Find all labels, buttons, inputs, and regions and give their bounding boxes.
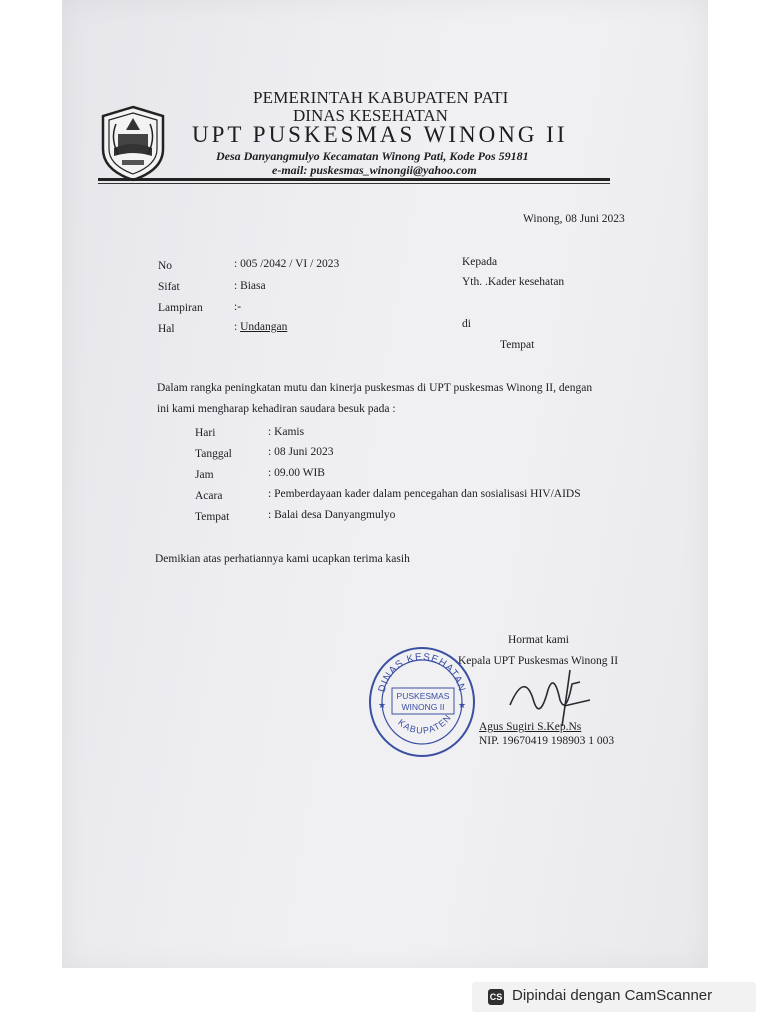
detail-label-hari: Hari	[195, 427, 216, 439]
field-value-hal-prefix: :	[234, 321, 241, 333]
stamp-top-text: DINAS KESEHATAN	[376, 651, 468, 694]
recipient-kepada: Kepada	[462, 256, 498, 268]
detail-label-acara: Acara	[195, 490, 223, 502]
stamp-center-text-2: WINONG II	[401, 702, 445, 712]
official-stamp	[366, 638, 478, 758]
detail-label-tempat: Tempat	[195, 511, 230, 523]
detail-value-jam: : 09.00 WIB	[268, 467, 325, 479]
field-label-hal: Hal	[158, 323, 175, 335]
signature-position: Kepala UPT Puskesmas Winong II	[458, 655, 619, 667]
field-label-no: No	[158, 260, 173, 272]
detail-value-tanggal: : 08 Juni 2023	[268, 446, 334, 458]
letterhead-department: DINAS KESEHATAN	[293, 106, 448, 125]
scanner-watermark-label: Dipindai dengan CamScanner	[512, 987, 713, 1004]
recipient-name: Yth. .Kader kesehatan	[462, 276, 565, 288]
field-label-sifat: Sifat	[158, 281, 180, 293]
recipient-tempat: Tempat	[500, 339, 535, 351]
detail-value-hari: : Kamis	[268, 426, 305, 438]
field-value-hal-text: Undangan	[240, 321, 288, 333]
field-value-no: : 005 /2042 / VI / 2023	[234, 258, 340, 270]
recipient-di: di	[462, 318, 471, 330]
detail-label-jam: Jam	[195, 469, 214, 481]
letterhead-rule-thick	[98, 178, 610, 181]
letter-date: Winong, 08 Juni 2023	[523, 213, 625, 225]
stamp-center-text-1: PUSKESMAS	[396, 691, 450, 701]
body-paragraph-line-1: Dalam rangka peningkatan mutu dan kinerja puskesmas di UPT puskesmas Winong II, dengan	[157, 382, 593, 394]
svg-text:★: ★	[458, 700, 467, 710]
handwritten-signature	[500, 660, 600, 735]
detail-value-acara: : Pemberdayaan kader dalam pencegahan dan sosialisasi HIV/AIDS	[268, 488, 581, 500]
detail-value-tempat: : Balai desa Danyangmulyo	[268, 509, 396, 521]
camscanner-icon: CS	[488, 989, 504, 1005]
field-value-sifat: : Biasa	[234, 280, 266, 292]
field-label-lampiran: Lampiran	[158, 302, 203, 314]
field-value-hal	[234, 321, 287, 333]
letterhead-rule-thin	[98, 183, 610, 184]
detail-label-tanggal: Tanggal	[195, 448, 232, 460]
letterhead-email: e-mail: puskesmas_winongii@yahoo.com	[272, 163, 477, 177]
svg-text:★: ★	[378, 700, 387, 710]
regency-crest-icon	[98, 104, 168, 182]
letterhead-institution: UPT PUSKESMAS WINONG II	[192, 122, 568, 147]
letterhead-address: Desa Danyangmulyo Kecamatan Winong Pati, Kode Pos 59181	[216, 149, 529, 163]
signature-greeting: Hormat kami	[508, 634, 569, 646]
signature-nip: NIP. 19670419 198903 1 003	[479, 735, 615, 747]
body-paragraph-line-2: ini kami mengharap kehadiran saudara besuk pada :	[157, 403, 396, 415]
stamp-bottom-text: KABUPATEN	[396, 712, 454, 736]
letterhead-government: PEMERINTAH KABUPATEN PATI	[253, 88, 509, 107]
field-value-lampiran: :-	[234, 301, 242, 313]
signature-name: Agus Sugiri S.Kep.Ns	[479, 721, 582, 733]
closing-sentence: Demikian atas perhatiannya kami ucapkan terima kasih	[155, 553, 410, 565]
